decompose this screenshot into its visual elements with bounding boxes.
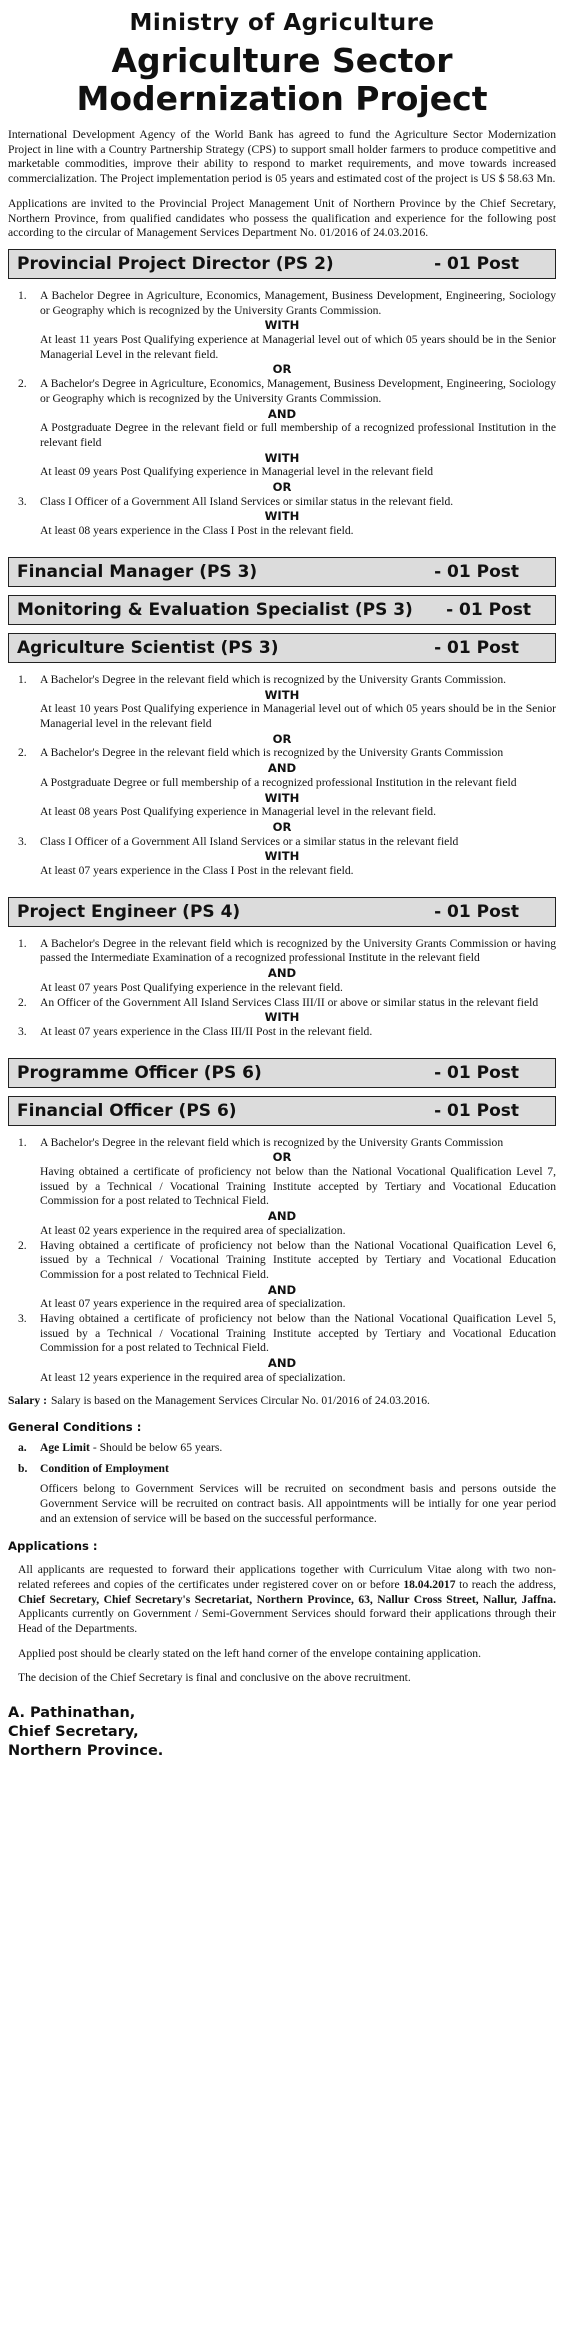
connector-with: WITH xyxy=(264,790,300,805)
fo-qualifications xyxy=(8,1136,556,1386)
salary-section xyxy=(8,1394,556,1409)
salary-label: Salary : xyxy=(8,1393,47,1407)
connector-or: OR xyxy=(272,480,292,495)
post-title: Monitoring & Evaluation Specialist (PS 3) xyxy=(17,599,413,620)
connector-with: WITH xyxy=(264,509,300,524)
condition-age-limit: a. Age Limit - Should be below 65 years. xyxy=(18,1441,223,1454)
shared-qualifications xyxy=(8,673,556,879)
list-item: 3. Class I Officer of a Government All Island Services or similar status in the relevant field. xyxy=(18,494,454,508)
connector-or: OR xyxy=(272,731,292,746)
post-title: Agriculture Scientist (PS 3) xyxy=(17,637,279,658)
post-count: - 01 Post xyxy=(446,599,531,620)
list-item: 1. A Bachelor's Degree in the relevant field which is recognized by the University Grants Commission. xyxy=(18,672,507,686)
connector-or: OR xyxy=(272,819,292,834)
list-item-detail: A Postgraduate Degree or full membership of a recognized professional Institution in the relevant field xyxy=(40,775,517,789)
post-header-financial-manager xyxy=(8,557,556,587)
post-count: - 01 Post xyxy=(434,1062,519,1083)
salary-text: Salary is based on the Management Services Circular No. 01/2016 of 24.03.2016. xyxy=(50,1393,430,1407)
post-count: - 01 Post xyxy=(434,901,519,922)
list-item: 3. At least 07 years experience in the Class III/II Post in the relevant field. xyxy=(18,1024,373,1038)
list-item: 2. Having obtained a certificate of proficiency not below than the National Vocational Quaification Level 6, issued by a Technical / Vocational Training Institute accepted by Tertiary and Vocational Education Commission for a post related to Technical Field. xyxy=(18,1238,556,1281)
project-title xyxy=(8,42,556,118)
post-title: Provincial Project Director (PS 2) xyxy=(17,253,334,274)
list-item: 1. A Bachelor Degree in Agriculture, Economics, Management, Business Development, Engineering, Sociology or Geography which is recognized by the University Grants Commission. xyxy=(18,288,556,317)
connector-and: AND xyxy=(267,1282,297,1297)
list-item-detail: At least 07 years experience in the required area of specialization. xyxy=(40,1297,346,1311)
intro-paragraph-1: International Development Agency of the World Bank has agreed to fund the Agriculture Sector Modernization Project in line with a Country Partnership Strategy (CPS) to support small holder farmers to produce competitive and marketable commodities, improve their ability to respond to market requirements, and move towards increased commercialization. The Project implementation period is 05 years and estimated cost of the project is US $ 58.63 Mn. xyxy=(8,128,556,186)
list-item: 3. Class I Officer of a Government All Island Services or a similar status in the relevant field xyxy=(18,834,459,848)
closing-date: 18.04.2017 xyxy=(403,1577,456,1591)
post-header-monitoring-evaluation-specialist xyxy=(8,595,556,625)
list-item-detail: A Postgraduate Degree in the relevant field or full membership of a recognized professional Institution in the relevant field xyxy=(40,421,556,449)
applications-paragraph-2: Applied post should be clearly stated on the left hand corner of the envelope containing application. xyxy=(18,1646,481,1660)
applications-paragraph-3: The decision of the Chief Secretary is final and conclusive on the above recruitment. xyxy=(18,1671,411,1685)
condition-employment: b. Condition of Employment xyxy=(18,1461,169,1475)
list-item-detail: At least 09 years Post Qualifying experience in Managerial level in the relevant field xyxy=(40,465,434,479)
post-title: Financial Manager (PS 3) xyxy=(17,561,258,582)
connector-and: AND xyxy=(267,966,297,981)
connector-or: OR xyxy=(272,1150,292,1165)
advertisement xyxy=(8,0,556,1761)
general-conditions-heading: General Conditions : xyxy=(8,1420,142,1435)
post-title: Project Engineer (PS 4) xyxy=(17,901,241,922)
connector-with: WITH xyxy=(264,687,300,702)
connector-with: WITH xyxy=(264,849,300,864)
ministry-title: Ministry of Agriculture xyxy=(129,10,435,36)
condition-employment-text: Officers belong to Government Services will be recruited on secondment basis and persons outside the Government Service will be recruited on contract basis. All appointments will be intially for one year period and an extension of service will be based on the successful performance. xyxy=(40,1482,556,1525)
list-item: 2. An Officer of the Government All Island Services Class III/II or above or similar status in the relevant field xyxy=(18,995,539,1009)
post-title: Programme Officer (PS 6) xyxy=(17,1062,262,1083)
connector-with: WITH xyxy=(264,318,300,333)
intro-paragraph-2: Applications are invited to the Provincial Project Management Unit of Northern Province by the Chief Secretary, Northern Province, from qualified candidates who possess the qualification and experience for the following post according to the circular of Management Services Department No. 01/2016 of 24.03.2016. xyxy=(8,196,556,240)
connector-and: AND xyxy=(267,1356,297,1371)
signatory-name: A. Pathinathan, xyxy=(8,1705,136,1722)
post-header-project-engineer xyxy=(8,897,556,927)
connector-with: WITH xyxy=(264,1010,300,1025)
list-item-detail: At least 02 years experience in the required area of specialization. xyxy=(40,1223,346,1237)
post-count: - 01 Post xyxy=(434,561,519,582)
list-item-detail: At least 11 years Post Qualifying experience at Managerial level out of which 05 years should be in the Senior Managerial Level in the relevant field. xyxy=(40,333,556,361)
post-header-agriculture-scientist xyxy=(8,633,556,663)
list-item-detail: Having obtained a certificate of proficiency not below than the National Vocational Qualification Level 7, issued by a Technical / Vocational Training Institute accepted by Tertiary and Vocational Education Commission for a post related to Technical Field. xyxy=(40,1165,556,1208)
postal-address: Chief Secretary, Chief Secretary's Secretariat, Northern Province, 63, Nallur Cross Street, Nallur, Jaffna. xyxy=(18,1592,556,1606)
applications-paragraph-1: All applicants are requested to forward their applications together with Curriculum Vitae along with two non-related referees and copies of the certificates under registered cover on or before 18.04.2017 to reach the address, Chief Secretary, Chief Secretary's Secretariat, Northern Province, 63, Nallur Cross Street, Nallur, Jaffna. Applicants currently on Government / Semi-Government Services should forward their applications through their Head of the Departments. xyxy=(18,1563,556,1636)
list-item: 2. A Bachelor's Degree in the relevant field which is recognized by the University Grants Commission xyxy=(18,746,504,760)
project-title-line1: Agriculture Sector xyxy=(111,41,453,80)
applications-heading: Applications : xyxy=(8,1538,98,1553)
list-item: 1. A Bachelor's Degree in the relevant field which is recognized by the University Grants Commission xyxy=(18,1135,504,1149)
signatory-title: Chief Secretary, xyxy=(8,1724,139,1741)
list-item: 1. A Bachelor's Degree in the relevant field which is recognized by the University Grants Commission or having passed the Intermediate Examination of a recognized professional Institute in the relevant field xyxy=(18,936,556,965)
ppd-qualifications xyxy=(8,289,556,539)
connector-and: AND xyxy=(267,406,297,421)
post-count: - 01 Post xyxy=(434,637,519,658)
connector-and: AND xyxy=(267,761,297,776)
list-item: 2. A Bachelor's Degree in Agriculture, Economics, Management, Business Development, Engineering, Sociology or Geography which is recognized by the University Grants Commission. xyxy=(18,377,556,405)
list-item-detail: At least 10 years Post Qualifying experience in Managerial level out of which 05 years should be in the Senior Managerial level in the relevant field xyxy=(40,702,556,730)
list-item-detail: At least 07 years experience in the Class I Post in the relevant field. xyxy=(40,864,354,878)
project-title-line2: Modernization Project xyxy=(76,79,488,118)
connector-and: AND xyxy=(267,1209,297,1224)
signatory-province: Northern Province. xyxy=(8,1743,164,1760)
post-header-financial-officer xyxy=(8,1096,556,1126)
post-count: - 01 Post xyxy=(434,1100,519,1121)
post-count: - 01 Post xyxy=(434,253,519,274)
list-item-detail: At least 08 years experience in the Class I Post in the relevant field. xyxy=(40,524,354,538)
signature-block xyxy=(8,1704,556,1761)
post-header-provincial-project-director xyxy=(8,249,556,279)
list-item-detail: At least 12 years experience in the required area of specialization. xyxy=(40,1370,346,1384)
post-title: Financial Officer (PS 6) xyxy=(17,1100,237,1121)
list-item-detail: At least 07 years Post Qualifying experience in the relevant field. xyxy=(40,980,343,994)
connector-or: OR xyxy=(272,362,292,377)
connector-with: WITH xyxy=(264,450,300,465)
list-item-detail: At least 08 years Post Qualifying experience in Managerial level in the relevant field. xyxy=(40,805,436,819)
pe-qualifications xyxy=(8,937,556,1040)
post-header-programme-officer xyxy=(8,1058,556,1088)
list-item: 3. Having obtained a certificate of proficiency not below than the National Vocational Quaification Level 5, issued by a Technical / Vocational Training Institute accepted by Tertiary and Vocational Education Commission for a post related to Technical Field. xyxy=(18,1312,556,1355)
